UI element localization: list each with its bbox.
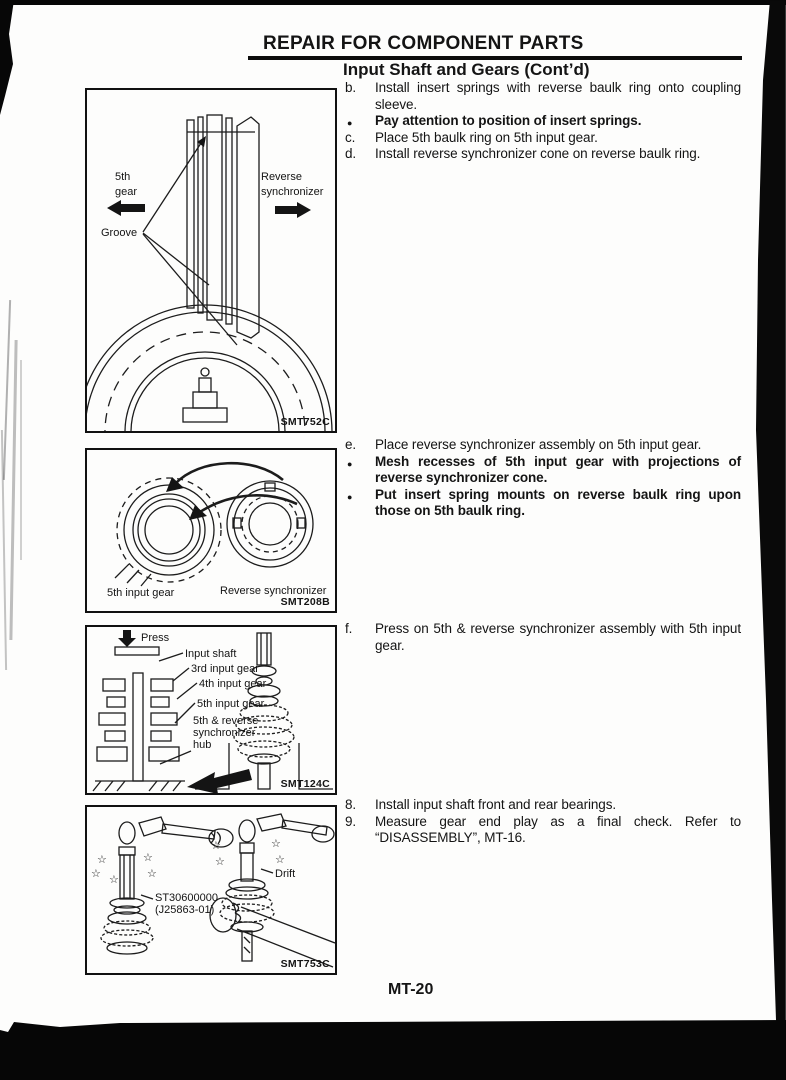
label-synchronizer-hub: 5th & reverse [193, 715, 259, 727]
step-marker: f. [345, 621, 353, 636]
label-5th-input-gear: 5th input gear [197, 698, 265, 710]
scan-artifact-streak [3, 300, 11, 480]
bullet-icon: ● [347, 118, 353, 128]
label-synchronizer-hub: synchronizer [193, 727, 256, 739]
label-groove: Groove [101, 227, 138, 239]
label-reverse-synchronizer: Reverse [261, 171, 302, 183]
figure-bearing-install [85, 805, 337, 975]
step-marker: b. [345, 80, 357, 95]
figure-caption: SMT753C [280, 958, 330, 970]
step-item-note [345, 454, 741, 487]
bullet-icon: ● [347, 458, 353, 469]
step-marker: c. [345, 129, 356, 145]
step-text: Mesh recesses of 5th input gear with projections of reverse synchronizer cone. [375, 453, 741, 485]
label-5th-input-gear: 5th input gear [107, 587, 175, 599]
label-reverse-synchronizer: synchronizer [261, 186, 324, 198]
step-item-b [345, 80, 741, 113]
label-drift: Drift [275, 868, 296, 880]
label-synchronizer-hub: hub [193, 739, 212, 751]
step-text: Put insert spring mounts on reverse baulk ring upon those on 5th baulk ring. [375, 486, 741, 518]
step-marker: 8. [345, 797, 357, 812]
step-text: Pay attention to position of insert springs. [375, 113, 642, 128]
label-reverse-synchronizer: Reverse synchronizer [220, 585, 327, 597]
step-item-d [345, 146, 741, 163]
spark-icon: ☆ [147, 868, 157, 880]
spark-icon: ☆ [271, 838, 281, 850]
step-text: Place 5th baulk ring on 5th input gear. [375, 129, 598, 145]
figure-caption: SMT124C [280, 778, 330, 790]
left-arrow-icon [107, 200, 145, 216]
step-item-c [345, 130, 741, 147]
label-4th-input-gear: 4th input gear [199, 678, 267, 690]
page-number: MT-20 [388, 981, 434, 998]
steps-group-3 [345, 621, 741, 654]
step-item-note [345, 113, 741, 130]
figure-gear-synchronizer [85, 448, 337, 613]
label-tool-number: (J25863-01) [155, 904, 215, 916]
step-text: Place reverse synchronizer assembly on 5th input gear. [375, 437, 702, 452]
step-item-8 [345, 797, 741, 814]
spark-icon: ☆ [211, 840, 221, 852]
spark-icon: ☆ [275, 854, 285, 866]
step-item-e [345, 437, 741, 454]
step-item-f [345, 621, 741, 654]
bullet-icon: ● [347, 491, 353, 502]
spark-icon: ☆ [215, 856, 225, 868]
down-arrow-icon [118, 630, 136, 647]
steps-group-1 [345, 80, 741, 163]
step-text: Press on 5th & reverse synchronizer assembly with 5th input gear. [375, 621, 741, 653]
gear-teeth [105, 332, 305, 431]
label-tool-number: ST30600000 [155, 892, 218, 904]
step-text: Install reverse synchronizer cone on reverse baulk ring. [375, 146, 701, 161]
scan-artifact-right-band [746, 0, 786, 1080]
gear-synchronizer-drawing [87, 450, 335, 611]
scan-artifact-bottom-band [0, 1020, 786, 1080]
synchronizer-teeth [242, 496, 298, 552]
figure-coupling-sleeve [85, 88, 337, 433]
coupling-sleeve-drawing [87, 90, 335, 431]
press-assembly-drawing [87, 627, 335, 793]
spark-icon: ☆ [143, 852, 153, 864]
label-5th-gear: gear [115, 186, 138, 198]
step-text: Measure gear end play as a final check. Refer to “DISASSEMBLY”, MT-16. [375, 813, 741, 845]
spark-icon: ☆ [91, 868, 101, 880]
step-text: Install insert springs with reverse baulk ring onto coupling sleeve. [375, 80, 741, 112]
section-title: Input Shaft and Gears (Cont’d) [343, 60, 590, 79]
label-input-shaft: Input shaft [185, 648, 237, 660]
steps-group-4 [345, 797, 741, 847]
figure-press-assembly [85, 625, 337, 795]
step-marker: e. [345, 437, 357, 452]
step-item-note [345, 487, 741, 520]
figure-caption: SMT208B [280, 596, 330, 608]
curved-arrowhead [189, 505, 207, 520]
scan-artifact-streak [9, 340, 17, 640]
bearing-install-drawing [87, 807, 335, 973]
step-marker: 9. [345, 813, 357, 829]
scan-artifact-top-band [0, 0, 786, 5]
steps-group-2 [345, 437, 741, 520]
spark-icon: ☆ [109, 874, 119, 886]
label-3rd-input-gear: 3rd input gear [191, 663, 259, 675]
spark-icon: ☆ [97, 854, 107, 866]
step-marker: d. [345, 146, 357, 161]
step-text: Install input shaft front and rear bearings. [375, 797, 616, 812]
scan-artifact-topleft-patch [0, 0, 16, 115]
label-press: Press [141, 632, 170, 644]
figure-caption: SMT752C [280, 416, 330, 428]
step-item-9 [345, 814, 741, 847]
scan-artifact-streak [20, 360, 22, 560]
right-arrow-icon [275, 202, 311, 218]
page-title: REPAIR FOR COMPONENT PARTS [263, 33, 584, 54]
label-5th-gear: 5th [115, 171, 131, 183]
